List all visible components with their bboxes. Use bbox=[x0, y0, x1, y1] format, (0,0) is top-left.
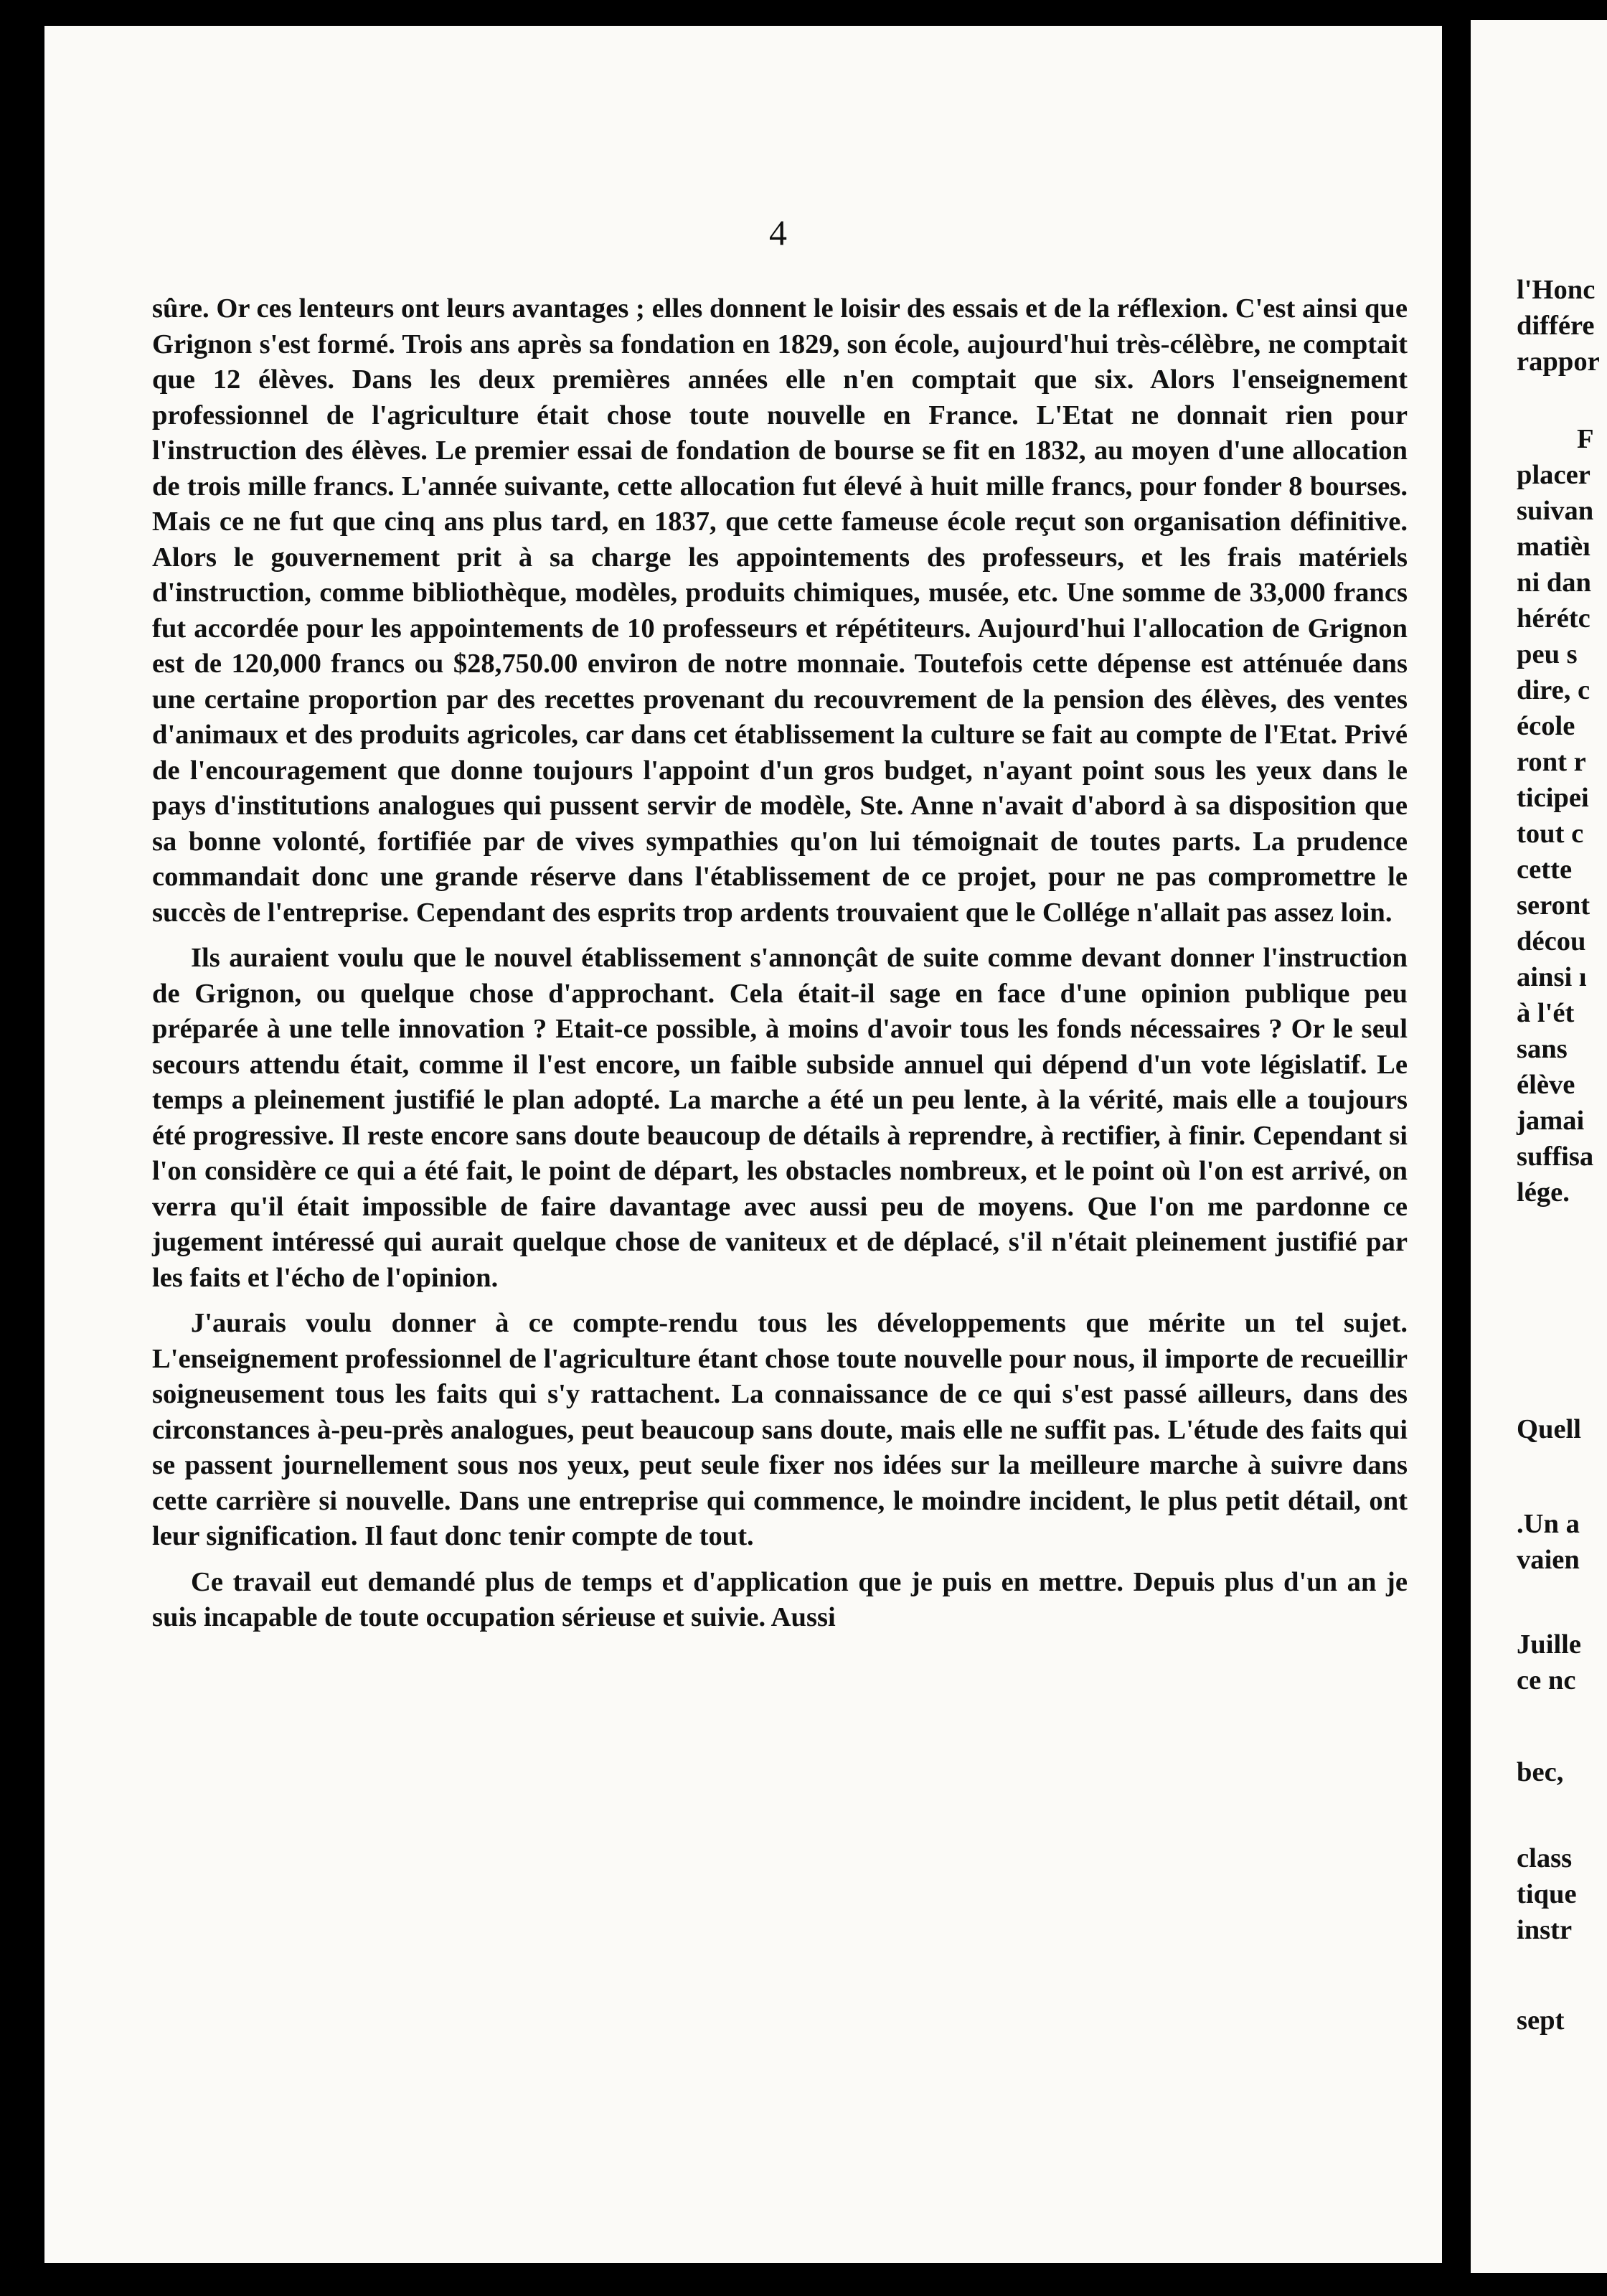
facing-line: vaien bbox=[1517, 1545, 1580, 1575]
facing-page-edge bbox=[1471, 20, 1607, 2273]
facing-line: à l'ét bbox=[1517, 998, 1575, 1028]
facing-line: ticipei bbox=[1517, 783, 1589, 813]
facing-line: instr bbox=[1517, 1915, 1573, 1945]
facing-line: dire, c bbox=[1517, 675, 1590, 705]
facing-line: peu s bbox=[1517, 639, 1578, 669]
facing-line: rappor bbox=[1517, 347, 1600, 377]
facing-line: bec, bbox=[1517, 1757, 1564, 1787]
facing-line: hérétc bbox=[1517, 603, 1590, 634]
facing-line: Juille bbox=[1517, 1629, 1582, 1660]
facing-line: ainsi ı bbox=[1517, 962, 1587, 992]
facing-line: jamai bbox=[1517, 1106, 1585, 1136]
facing-line: matièı bbox=[1517, 532, 1590, 562]
facing-line: ni dan bbox=[1517, 568, 1592, 598]
paragraph-3: J'aurais voulu donner à ce compte-rendu tous les développements que mérite un tel sujet. L'enseignement professionnel de l'agriculture étant chose toute nouvelle pour nous, il importe de recueillir soigneusement tous les faits qui s'y rattachent. La connaissance de ce qui s'est passé ailleurs, dans des circonstances à-peu-près analogues, peut beaucoup sans doute, mais elle ne suffit pas. L'étude des faits qui se passent journellement sous nos yeux, peut seule fixer nos idées sur la meilleure marche à suivre dans cette carrière si nouvelle. Dans une entreprise qui commence, le moindre incident, le plus petit détail, ont leur signification. Il faut donc tenir compte de tout. bbox=[152, 1308, 1408, 1551]
facing-line: école bbox=[1517, 711, 1575, 741]
facing-line: .Un a bbox=[1517, 1509, 1580, 1539]
facing-line: lége. bbox=[1517, 1177, 1570, 1208]
facing-line: tique bbox=[1517, 1879, 1577, 1909]
paragraph-1: sûre. Or ces lenteurs ont leurs avantages ; elles donnent le loisir des essais et de la réflexion. C'est ainsi que Grignon s'est formé. Trois ans après sa fondation en 1829, son école, aujourd'hui très-célèbre, ne comptait que 12 élèves. Dans les deux premières années elle n'en comptait que six. Alors l'enseignement professionnel de l'agriculture était chose toute nouvelle en France. L'Etat ne donnait rien pour l'instruction des élèves. Le premier essai de fondation de bourse se fit en 1832, au moyen d'une allocation de trois mille francs. L'année suivante, cette allocation fut élevé à huit mille francs, pour fonder 8 bourses. Mais ce ne fut que cinq ans plus tard, en 1837, que cette fameuse école reçut son organisation définitive. Alors le gouvernement prit à sa charge les appointements des professeurs, et les frais matériels d'instruction, comme bibliothèque, modèles, produits chimiques, musée, etc. Une somme de 33,000 francs fut accordée pour les appointements de 10 professeurs et répétiteurs. Aujourd'hui l'allocation de Grignon est de 120,000 francs ou $28,750.00 environ de notre monnaie. Toutefois cette dépense est atténuée dans une certaine proportion par des recettes provenant du recouvrement de la pension des élèves, des ventes d'animaux et des produits agricoles, car dans cet établissement la culture se fait au compte de l'Etat. Privé de l'encouragement que donne toujours l'appoint d'un gros budget, n'ayant point sous les yeux dans le pays d'institutions analogues qui pussent servir de modèle, Ste. Anne n'avait d'abord à sa disposition que sa bonne volonté, fortifiée par de vives sympathies qu'on lui témoignait de toutes parts. La prudence commandait donc une grande réserve dans l'établissement de ce projet, pour ne pas compromettre le succès de l'entreprise. Cependant des esprits trop ardents trouvaient que le Collége n'allait pas assez loin. bbox=[152, 293, 1408, 928]
facing-line: sept bbox=[1517, 2005, 1565, 2036]
facing-line: cette bbox=[1517, 855, 1573, 885]
facing-line: décou bbox=[1517, 926, 1586, 956]
facing-line: ront r bbox=[1517, 747, 1586, 777]
facing-line: tout c bbox=[1517, 819, 1584, 849]
facing-line: seront bbox=[1517, 890, 1590, 921]
paragraph-4: Ce travail eut demandé plus de temps et d'application que je puis en mettre. Depuis plus d'un an je suis incapable de toute occupation sérieuse et suivie. Aussi bbox=[152, 1566, 1408, 1632]
body-text bbox=[152, 291, 1408, 1646]
facing-line: placer bbox=[1517, 460, 1590, 490]
paragraph-2: Ils auraient voulu que le nouvel établissement s'annonçât de suite comme devant donner l'instruction de Grignon, ou quelque chose d'approchant. Cela était-il sage en face d'une opinion publique peu préparée à une telle innovation ? Etait-ce possible, à moins d'avoir tous les fonds nécessaires ? Or le seul secours attendu était, comme il l'est encore, un faible subside annuel qui dépend d'un vote législatif. Le temps a pleinement justifié le plan adopté. La marche a été un peu lente, à la vérité, mais elle a toujours été progressive. Il reste encore sans doute beaucoup de détails à reprendre, à rectifier, à finir. Cependant si l'on considère ce qui a été fait, le point de départ, les obstacles nombreux, et le point où l'on est arrivé, on verra qu'il était impossible de faire davantage avec aussi peu de moyens. Que l'on me pardonne ce jugement intéressé qui aurait quelque chose de vaniteux et de déplacé, s'il n'était pleinement justifié par les faits et l'écho de l'opinion. bbox=[152, 943, 1408, 1293]
facing-line: différe bbox=[1517, 311, 1595, 341]
facing-line: suivan bbox=[1517, 496, 1594, 526]
page-number: 4 bbox=[769, 212, 787, 253]
facing-line: suffisa bbox=[1517, 1142, 1594, 1172]
facing-line: sans bbox=[1517, 1034, 1568, 1064]
facing-line: l'Honc bbox=[1517, 275, 1596, 305]
left-page bbox=[44, 26, 1442, 2263]
facing-line: F bbox=[1577, 424, 1594, 454]
facing-line: Quell bbox=[1517, 1414, 1582, 1444]
facing-line: class bbox=[1517, 1843, 1573, 1873]
facing-line: élève bbox=[1517, 1070, 1575, 1100]
facing-line: ce nc bbox=[1517, 1665, 1576, 1695]
